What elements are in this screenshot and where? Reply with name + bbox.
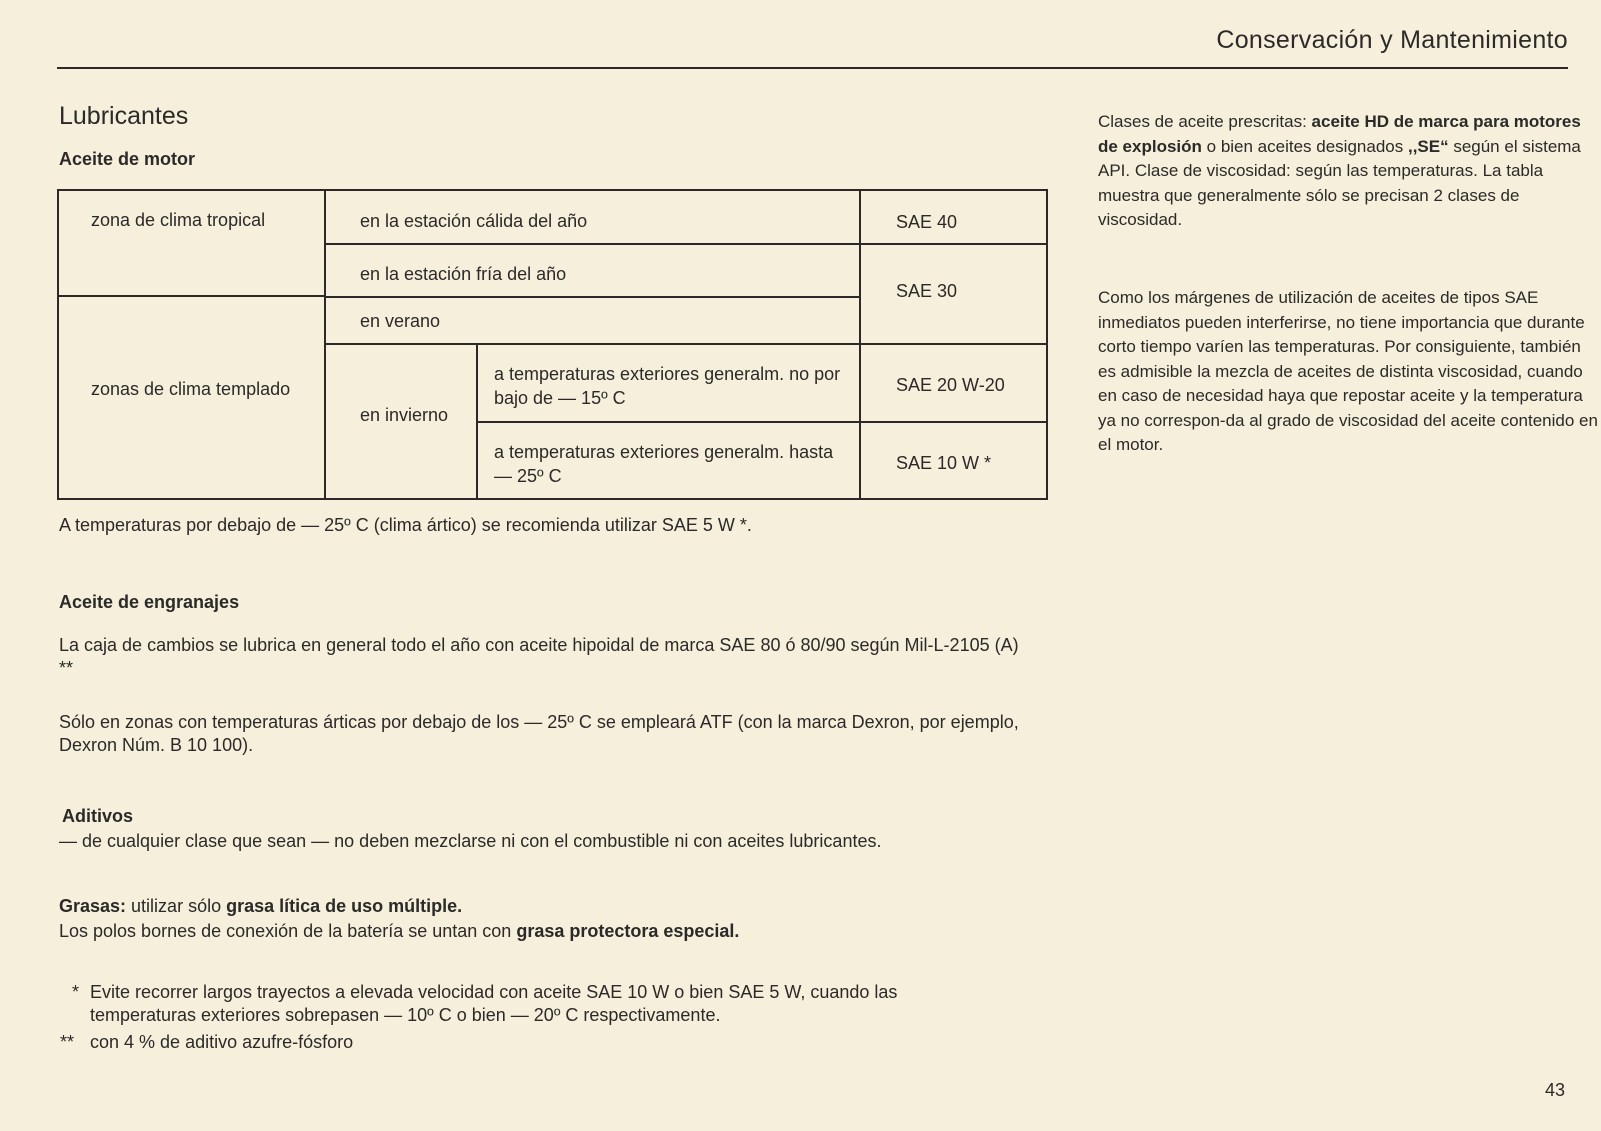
greases-type: grasa lítica de uso múltiple. xyxy=(226,896,463,916)
sae-20w20: SAE 20 W-20 xyxy=(896,375,1005,395)
additives-text: — de cualquier clase que sean — no deben mezclarse ni con el combustible ni con aceites lubricantes. xyxy=(59,831,882,851)
table-divider xyxy=(324,296,861,298)
oil-classes-text: Clases de aceite prescritas: xyxy=(1098,112,1312,131)
table-border-bottom xyxy=(57,498,1048,500)
oil-classes-text-2: o bien aceites designados xyxy=(1201,136,1408,156)
gear-oil-paragraph-1: La caja de cambios se lubrica en general todo el año con aceite hipoidal de marca SAE 80 ó 80/90 según Mil-L-2105 (A) ** xyxy=(59,635,1019,678)
table-border-right xyxy=(1046,189,1048,500)
sae-30: SAE 30 xyxy=(896,281,958,301)
oil-classes-paragraph xyxy=(1098,110,1598,233)
zone-tropical: zona de clima tropical xyxy=(91,210,266,230)
table-border-top xyxy=(57,189,1048,191)
cold-season: en la estación fría del año xyxy=(360,264,567,284)
greases-label: Grasas: xyxy=(59,896,127,916)
footnote-1: Evite recorrer largos trayectos a elevada velocidad con aceite SAE 10 W o bien SAE 5 W, cuando las temperaturas exteriores sobrepasen — 10º C o bien — 20º C respectivamente. xyxy=(90,982,898,1025)
header-rule xyxy=(57,67,1568,69)
sae-10w: SAE 10 W * xyxy=(896,453,992,473)
motor-oil-heading: Aceite de motor xyxy=(59,149,196,169)
greases-line-1 xyxy=(59,895,1059,918)
temp-to-minus-25: a temperaturas exteriores generalm. hasta — 25º C xyxy=(494,442,834,486)
summer: en verano xyxy=(360,311,441,331)
page-title: Lubricantes xyxy=(59,102,189,130)
battery-grease: grasa protectora especial. xyxy=(516,921,740,941)
viscosity-paragraph: Como los márgenes de utilización de aceites de tipos SAE inmediatos pueden interferirse, no tiene importancia que durante corto tiempo varíen las temperaturas. Por consiguiente, también es admisible la mezcla de aceites de distinta viscosidad, cuando en caso de necesidad haya que repostar aceite y la temperatura ya no correspon-da al grado de viscosidad del aceite contenido en el motor. xyxy=(1098,288,1598,454)
greases-text: utilizar sólo xyxy=(126,896,227,916)
greases-line-2 xyxy=(59,920,1059,943)
additives-heading: Aditivos xyxy=(62,806,134,826)
table-divider xyxy=(57,295,326,297)
footnote-2-marker: ** xyxy=(60,1032,75,1052)
arctic-note: A temperaturas por debajo de — 25º C (clima ártico) se recomienda utilizar SAE 5 W *. xyxy=(59,515,752,535)
oil-classes-bold: aceite HD de marca para motores de explosión xyxy=(1098,112,1581,156)
section-title: Conservación y Mantenimiento xyxy=(1216,26,1568,54)
table-divider xyxy=(859,243,1048,245)
footnote-2: con 4 % de aditivo azufre-fósforo xyxy=(90,1032,354,1052)
table-divider xyxy=(324,243,861,245)
table-divider xyxy=(859,189,861,500)
winter: en invierno xyxy=(360,405,449,425)
gear-oil-paragraph-2: Sólo en zonas con temperaturas árticas por debajo de los — 25º C se empleará ATF (con la marca Dexron, por ejemplo, Dexron Núm. B 10 100). xyxy=(59,712,1019,755)
table-divider xyxy=(476,421,1048,423)
warm-season: en la estación cálida del año xyxy=(360,211,588,231)
zone-templado: zonas de clima templado xyxy=(91,379,291,399)
table-border-left xyxy=(57,189,59,500)
table-divider xyxy=(476,343,478,500)
temp-above-minus-15: a temperaturas exteriores generalm. no por bajo de — 15º C xyxy=(494,364,841,408)
footnote-1-marker: * xyxy=(72,982,80,1002)
oil-classes-text-3: según el sistema API. Clase de viscosidad: según las temperaturas. La tabla muestra que generalmente sólo se precisan 2 clases de viscosidad. xyxy=(1098,136,1581,229)
gear-oil-heading: Aceite de engranajes xyxy=(59,592,240,612)
table-divider xyxy=(324,189,326,500)
page-number: 43 xyxy=(1544,1080,1565,1100)
battery-text: Los polos bornes de conexión de la batería se untan con xyxy=(59,921,517,941)
table-divider xyxy=(324,343,1048,345)
sae-40: SAE 40 xyxy=(896,212,958,232)
se-designation: ,,SE“ xyxy=(1407,136,1449,156)
